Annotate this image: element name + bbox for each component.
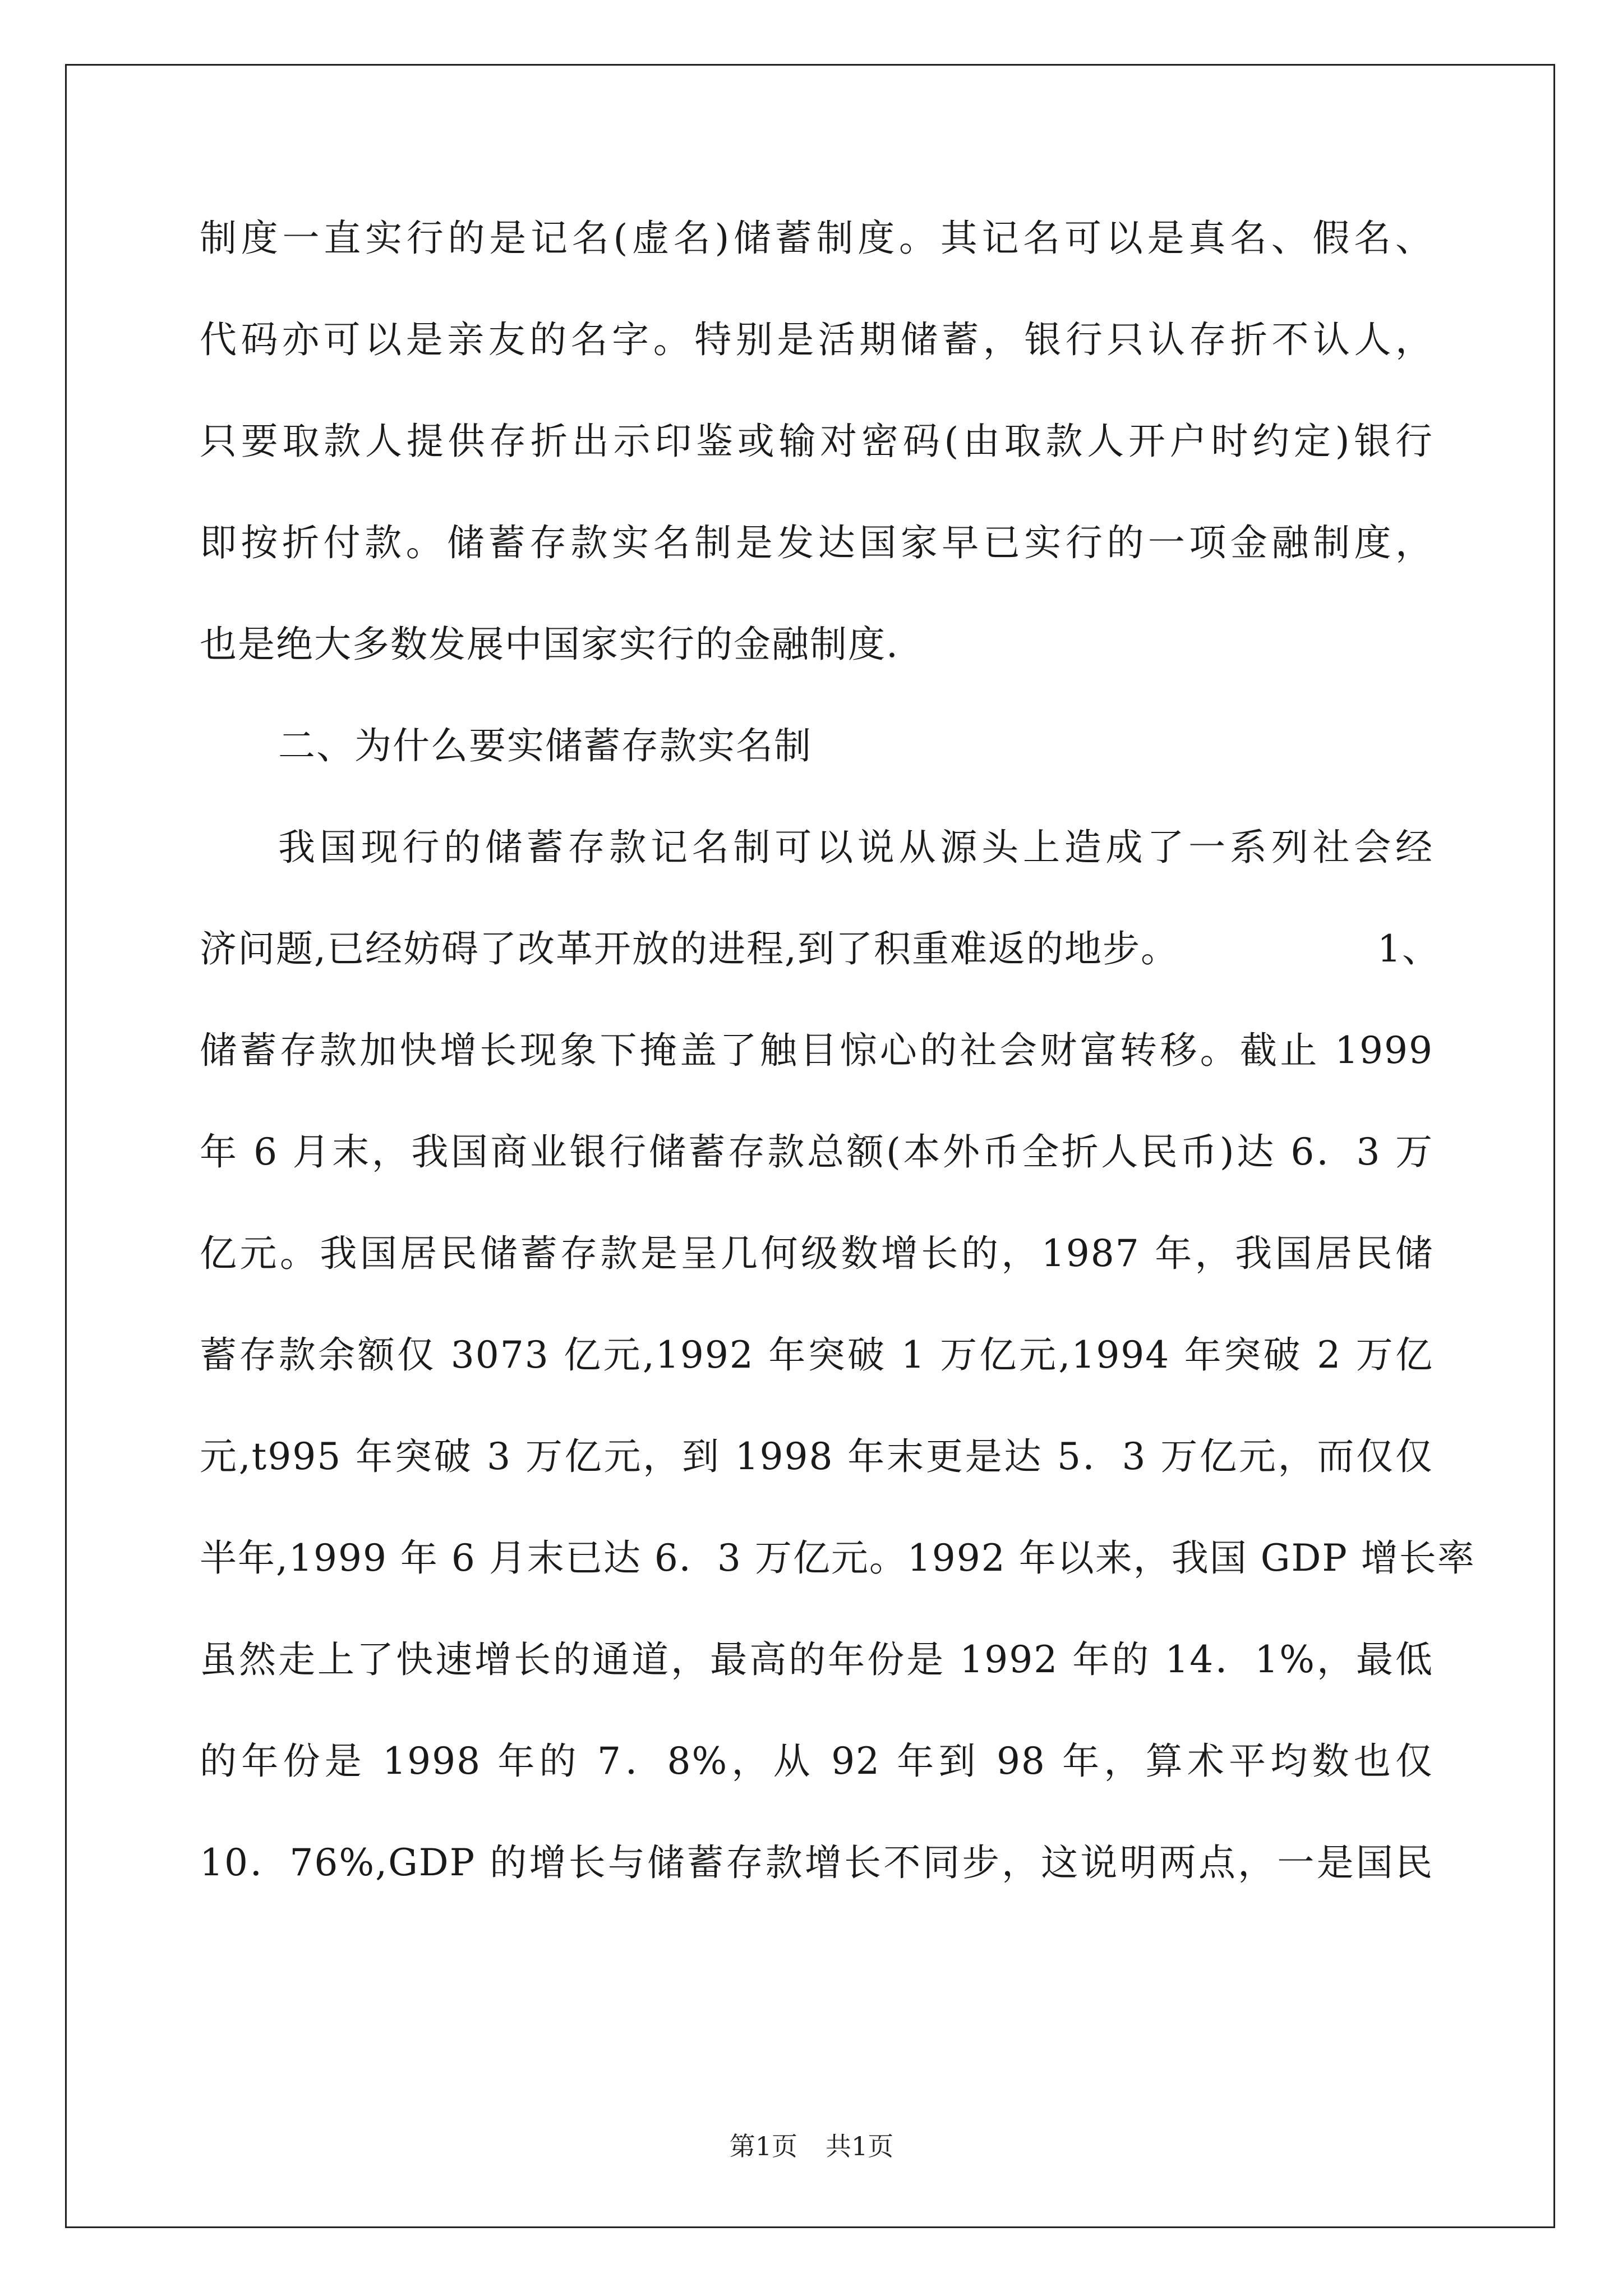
text-line: 蓄存款余额仅 3073 亿元,1992 年突破 1 万亿元,1994 年突破 2 万亿 — [200, 1333, 1433, 1377]
text-line: 亿元。我国居民储蓄存款是呈几何级数增长的，1987 年，我国居民储 — [200, 1232, 1433, 1275]
text-line: 储蓄存款加快增长现象下掩盖了触目惊心的社会财富转移。截止 1999 — [200, 1029, 1433, 1072]
page-footer — [0, 2126, 1623, 2163]
text-line: 也是绝大多数发展中国家实行的金融制度. — [200, 623, 899, 666]
paragraph-first-line: 我国现行的储蓄存款记名制可以说从源头上造成了一系列社会经 — [278, 826, 1433, 869]
text-line: 年 6 月末，我国商业银行储蓄存款总额(本外币全折人民币)达 6．3 万 — [200, 1130, 1433, 1174]
text-line: 只要取款人提供存折出示印鉴或输对密码(由取款人开户时约定)银行 — [200, 420, 1433, 463]
page-number: 第1页 — [729, 2131, 797, 2161]
text-line: 代码亦可以是亲友的名字。特别是活期储蓄，银行只认存折不认人， — [200, 318, 1433, 361]
text-line: 即按折付款。储蓄存款实名制是发达国家早已实行的一项金融制度， — [200, 521, 1433, 564]
text-line: 制度一直实行的是记名(虚名)储蓄制度。其记名可以是真名、假名、 — [200, 217, 1433, 260]
section-heading: 二、为什么要实储蓄存款实名制 — [278, 724, 812, 767]
text-line: 半年,1999 年 6 月末已达 6．3 万亿元。1992 年以来，我国 GDP 增长率 — [200, 1536, 1476, 1580]
text-line: 虽然走上了快速增长的通道，最高的年份是 1992 年的 14．1%，最低 — [200, 1638, 1433, 1681]
text-line: 10．76%,GDP 的增长与储蓄存款增长不同步，这说明两点，一是国民 — [200, 1841, 1433, 1884]
text-line: 济问题,已经妨碍了改革开放的进程,到了积重难返的地步。 — [200, 927, 1179, 970]
page-total: 共1页 — [826, 2131, 894, 2161]
text-line: 的年份是 1998 年的 7．8%，从 92 年到 98 年，算术平均数也仅 — [200, 1740, 1433, 1783]
text-line: 元,t995 年突破 3 万亿元，到 1998 年末更是达 5．3 万亿元，而仅仅 — [200, 1435, 1433, 1478]
list-marker: 1、 — [1377, 927, 1440, 970]
